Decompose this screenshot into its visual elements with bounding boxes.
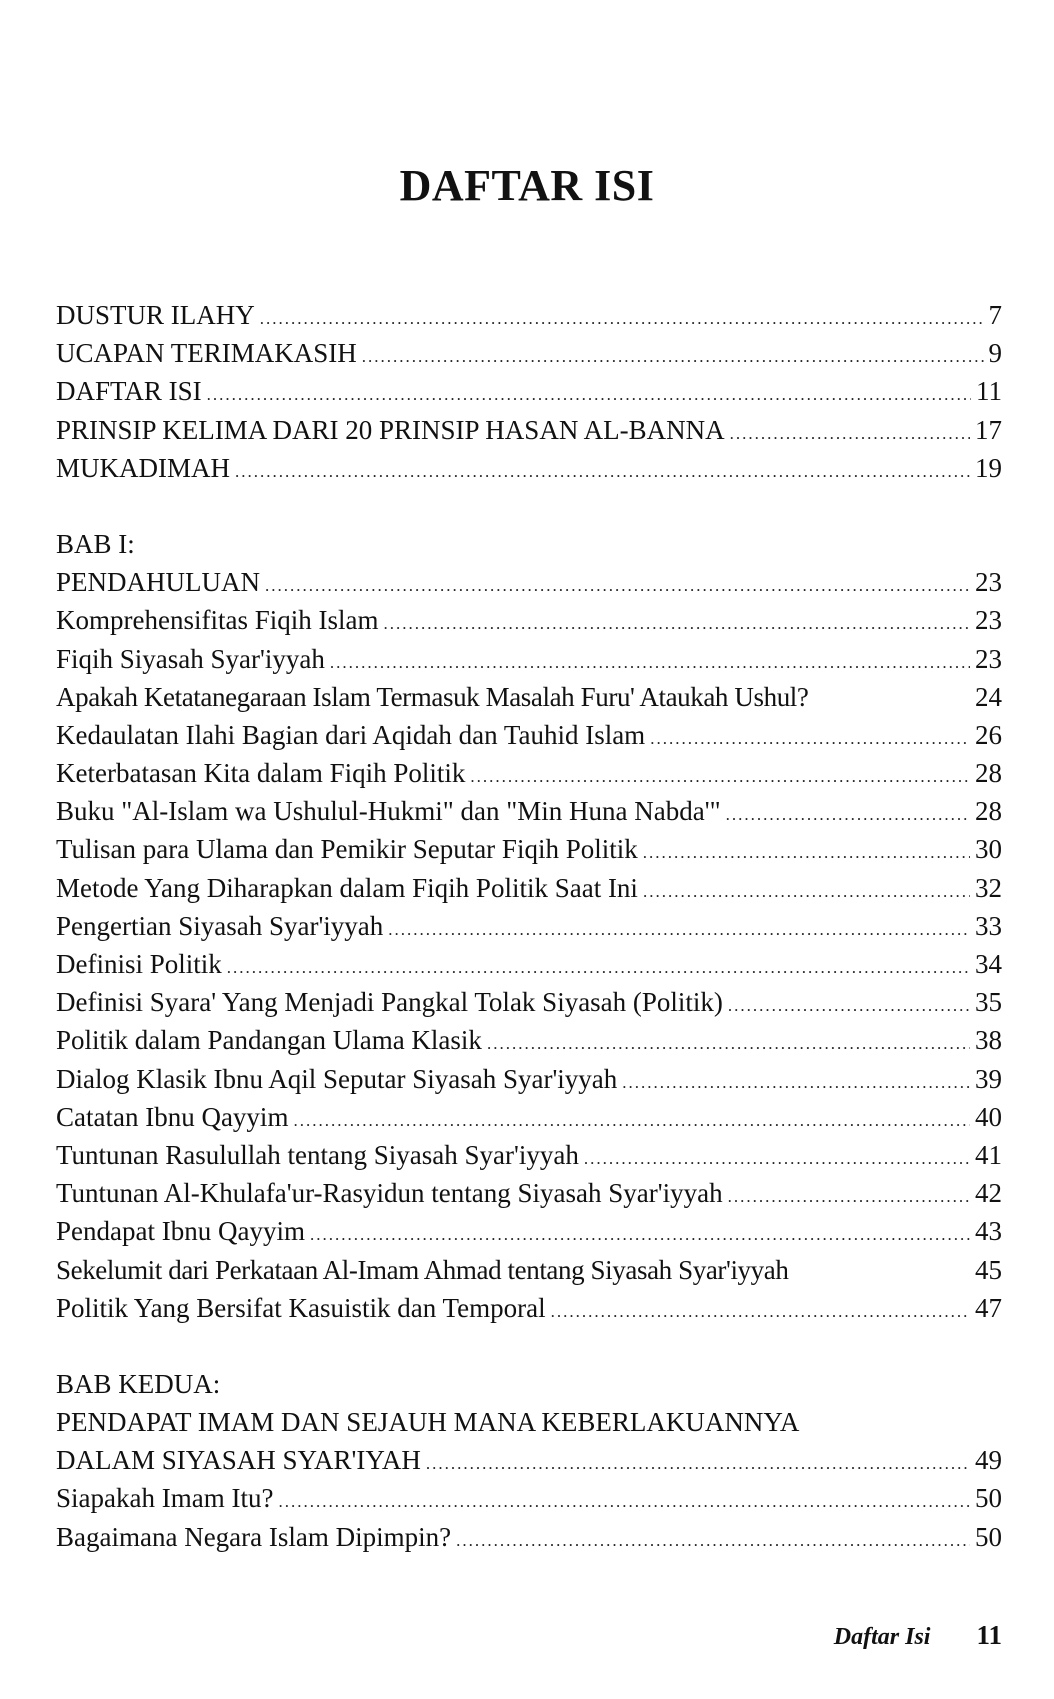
leader-dots [584,1140,970,1178]
toc-entry-label: Pendapat Ibnu Qayyim [56,1216,305,1247]
toc-entry-label: Keterbatasan Kita dalam Fiqih Politik [56,758,466,789]
toc-entry-page: 28 [975,758,1002,789]
leader-dots [260,300,984,338]
toc-entry[interactable] [56,640,1002,678]
toc-entry[interactable] [56,1136,1002,1174]
toc-entry-page: 11 [976,376,1002,407]
chapter-title: PENDAPAT IMAM DAN SEJAUH MANA KEBERLAKUANNYA [56,1407,800,1438]
leader-dots [310,1216,970,1254]
toc-entry-label: Metode Yang Diharapkan dalam Fiqih Politik Saat Ini [56,872,638,903]
toc-entry-label: Politik dalam Pandangan Ulama Klasik [56,1025,482,1056]
toc-entry[interactable] [56,1060,1002,1098]
toc-entry-label: Sekelumit dari Perkataan Al-Imam Ahmad tentang Siyasah Syar'iyyah [56,1254,789,1285]
toc-entry[interactable] [56,334,1002,372]
toc-entry-label: PRINSIP KELIMA DARI 20 PRINSIP HASAN AL-BANNA [56,414,725,445]
toc-entry-page: 39 [975,1063,1002,1094]
toc-entry[interactable] [56,792,1002,830]
leader-dots [643,873,970,911]
toc-entry-label: Definisi Syara' Yang Menjadi Pangkal Tolak Siyasah (Politik) [56,987,723,1018]
leader-dots [330,644,970,682]
toc-entry-label: PENDAHULUAN [56,567,260,598]
toc-entry[interactable] [56,601,1002,639]
toc-entry[interactable] [56,869,1002,907]
toc-entry-label: Dialog Klasik Ibnu Aqil Seputar Siyasah Syar'iyyah [56,1063,618,1094]
toc-entry-page: 41 [975,1139,1002,1170]
page-number: 11 [976,1620,1002,1650]
page-title: DAFTAR ISI [399,161,655,210]
leader-dots [470,758,970,796]
toc-entry-label: Catatan Ibnu Qayyim [56,1101,289,1132]
toc-entry-label: Tuntunan Rasulullah tentang Siyasah Syar'iyyah [56,1139,579,1170]
toc-entry-label: Kedaulatan Ilahi Bagian dari Aqidah dan Tauhid Islam [56,719,646,750]
leader-dots [207,376,971,414]
toc-entry-page: 38 [975,1025,1002,1056]
toc-entry-page: 19 [975,452,1002,483]
page-footer [834,1620,1002,1651]
leader-dots [388,911,970,949]
leader-dots [456,1522,970,1560]
section-spacer [56,487,1002,525]
toc-entry[interactable] [56,1174,1002,1212]
toc-entry-label: Definisi Politik [56,949,222,979]
toc-entry[interactable] [56,372,1002,410]
toc-entry-label: DAFTAR ISI [56,376,202,407]
toc-entry[interactable] [56,296,1002,334]
toc-entry-page: 23 [975,567,1002,598]
toc-entry[interactable] [56,411,1002,449]
toc-entry-page: 33 [975,910,1002,941]
toc-entry-page: 7 [988,300,1002,330]
toc-entry-label: Buku "Al-Islam wa Ushulul-Hukmi" dan "Min Huna Nabda'" [56,796,721,827]
table-of-contents [56,296,1002,1556]
leader-dots [235,453,970,491]
leader-dots [726,796,970,834]
toc-entry-page: 42 [975,1178,1002,1209]
toc-entry[interactable] [56,830,1002,868]
toc-entry-label: UCAPAN TERIMAKASIH [56,338,357,369]
toc-entry-label: MUKADIMAH [56,452,230,483]
toc-entry-page: 32 [975,872,1002,903]
toc-entry[interactable] [56,716,1002,754]
toc-entry[interactable] [56,1518,1002,1556]
toc-entry[interactable] [56,1441,1002,1479]
toc-entry-label: DALAM SIYASAH SYAR'IYAH [56,1445,421,1476]
toc-entry-label: Bagaimana Negara Islam Dipimpin? [56,1521,452,1552]
toc-entry-page: 43 [975,1216,1002,1247]
toc-entry-label: Politik Yang Bersifat Kasuistik dan Temporal [56,1292,546,1323]
toc-entry-page: 17 [975,414,1002,445]
toc-entry[interactable] [56,1289,1002,1327]
toc-entry-label: Apakah Ketatanegaraan Islam Termasuk Masalah Furu' Ataukah Ushul? [56,681,809,712]
toc-entry-page: 50 [975,1483,1002,1514]
toc-entry[interactable] [56,1098,1002,1136]
toc-entry-page: 34 [975,949,1002,979]
section-spacer [56,1327,1002,1365]
leader-dots [487,1025,970,1063]
toc-entry[interactable] [56,1479,1002,1517]
leader-dots [362,338,984,376]
toc-entry-label: DUSTUR ILAHY [56,300,255,330]
toc-entry-page: 23 [975,605,1002,636]
leader-dots [551,1293,970,1331]
leader-dots [426,1445,970,1483]
toc-entry-page: 45 [975,1254,1002,1285]
leader-dots [383,605,970,643]
toc-entry[interactable] [56,907,1002,945]
toc-entry-page: 23 [975,643,1002,674]
leader-dots [265,567,970,605]
toc-entry-page: 30 [975,834,1002,865]
toc-entry[interactable] [56,563,1002,601]
toc-entry-label: Komprehensifitas Fiqih Islam [56,605,379,636]
leader-dots [730,415,970,453]
toc-entry[interactable] [56,1251,1002,1289]
leader-dots [643,834,970,872]
toc-entry-label: Fiqih Siyasah Syar'iyyah [56,643,325,674]
leader-dots [227,949,970,987]
toc-entry[interactable] [56,1212,1002,1250]
toc-entry-page: 49 [975,1445,1002,1476]
toc-entry-page: 28 [975,796,1002,827]
running-footer-label: Daftar Isi [833,1624,931,1650]
toc-entry-label: Tulisan para Ulama dan Pemikir Seputar Fiqih Politik [56,834,638,865]
toc-entry-page: 9 [988,338,1002,369]
leader-dots [728,987,970,1025]
toc-entry-label: Siapakah Imam Itu? [56,1483,274,1514]
leader-dots [650,720,970,758]
toc-entry-page: 47 [975,1292,1002,1323]
toc-entry[interactable] [56,945,1002,983]
toc-entry[interactable] [56,1021,1002,1059]
toc-entry-page: 26 [975,719,1002,750]
toc-entry-page: 24 [975,681,1002,712]
leader-dots [278,1483,970,1521]
toc-entry-page: 40 [975,1101,1002,1132]
toc-entry-label: Pengertian Siyasah Syar'iyyah [56,910,384,941]
toc-entry-page: 35 [975,987,1002,1018]
toc-entry[interactable] [56,983,1002,1021]
leader-dots [622,1064,970,1102]
toc-entry[interactable] [56,449,1002,487]
chapter-heading: BAB KEDUA: [56,1368,221,1399]
toc-entry-label: Tuntunan Al-Khulafa'ur-Rasyidun tentang Siyasah Syar'iyyah [56,1178,723,1209]
toc-entry[interactable] [56,754,1002,792]
toc-entry[interactable] [56,678,1002,716]
chapter-heading: BAB I: [56,528,135,559]
leader-dots [293,1102,970,1140]
toc-entry-page: 50 [975,1521,1002,1552]
leader-dots [728,1178,970,1216]
